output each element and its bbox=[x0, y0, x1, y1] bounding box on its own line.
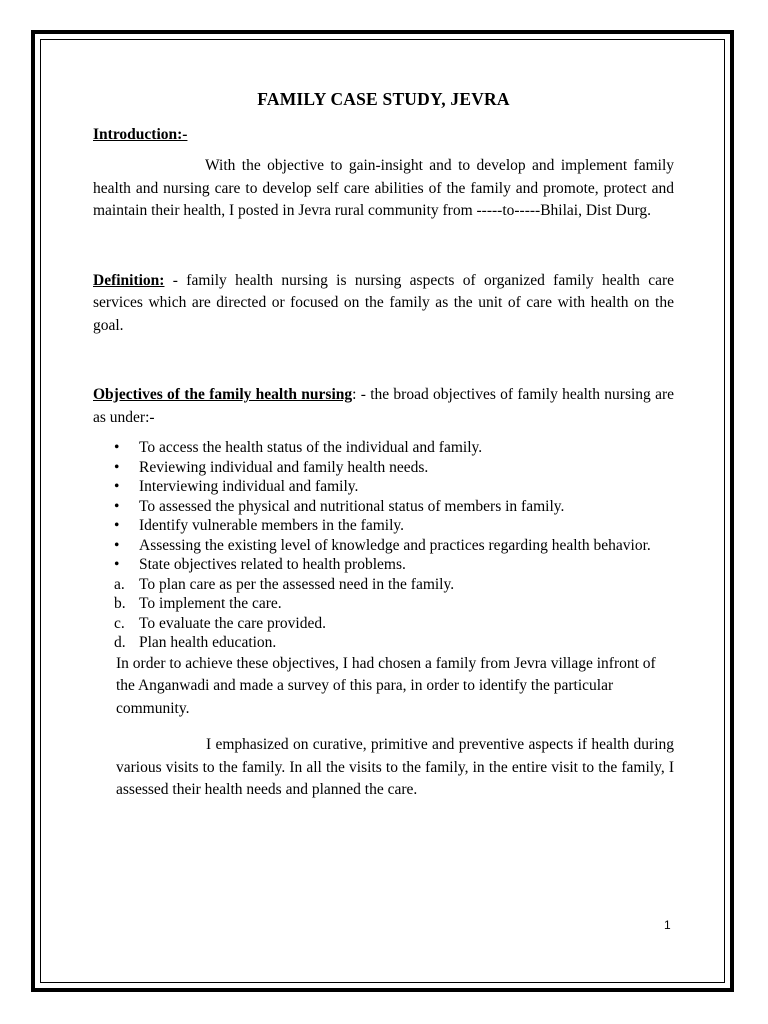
definition-text: - family health nursing is nursing aspects of organized family health care services which are directed or focused on the family as the unit of care with health on the goal. bbox=[93, 271, 674, 334]
list-item: c. To evaluate the care provided. bbox=[114, 614, 326, 632]
definition-paragraph bbox=[93, 270, 674, 338]
document-title: FAMILY CASE STUDY, JEVRA bbox=[257, 89, 510, 109]
emphasis-text: I emphasized on curative, primitive and preventive aspects if health during various visits to the family. In all the visits to the family, in the entire visit to the family, I assessed their health needs and planned the care. bbox=[116, 736, 674, 798]
list-item: b. To implement the care. bbox=[114, 595, 282, 612]
list-item: • To assessed the physical and nutritional status of members in family. bbox=[114, 497, 565, 515]
page-number: 1 bbox=[664, 918, 671, 932]
list-item: • Interviewing individual and family. bbox=[114, 478, 359, 495]
closing-paragraph: In order to achieve these objectives, I had chosen a family from Jevra village infront of the Anganwadi and made a survey of this para, in order to identify the particular community. bbox=[116, 654, 656, 717]
introduction-heading: Introduction:- bbox=[93, 125, 188, 143]
introduction-text: With the objective to gain-insight and to develop and implement family health and nursing care to develop self care abilities of the family and promote, protect and maintain their health, I posted in Jevra rural community from -----to-----Bhilai, Dist Durg. bbox=[93, 157, 674, 219]
objectives-bullet-list bbox=[93, 438, 674, 575]
list-item: d. Plan health education. bbox=[114, 634, 277, 651]
definition-label: Definition: bbox=[93, 271, 165, 289]
objectives-text: : - the broad objectives of family health nursing are as under:- bbox=[93, 386, 675, 426]
emphasis-paragraph bbox=[116, 734, 674, 802]
list-item: • Identify vulnerable members in the family. bbox=[114, 517, 404, 534]
list-item: • Reviewing individual and family health needs. bbox=[114, 458, 429, 476]
introduction-paragraph bbox=[93, 155, 674, 223]
document-body bbox=[93, 88, 674, 802]
objectives-label: Objectives of the family health nursing bbox=[93, 386, 353, 403]
list-item: • To access the health status of the individual and family. bbox=[114, 439, 483, 456]
objectives-paragraph bbox=[93, 384, 674, 429]
list-item: a. To plan care as per the assessed need in the family. bbox=[114, 575, 455, 593]
objectives-lettered-list bbox=[93, 575, 674, 653]
list-item: • Assessing the existing level of knowledge and practices regarding health behavior. bbox=[114, 536, 651, 554]
list-item: • State objectives related to health problems. bbox=[114, 556, 406, 573]
